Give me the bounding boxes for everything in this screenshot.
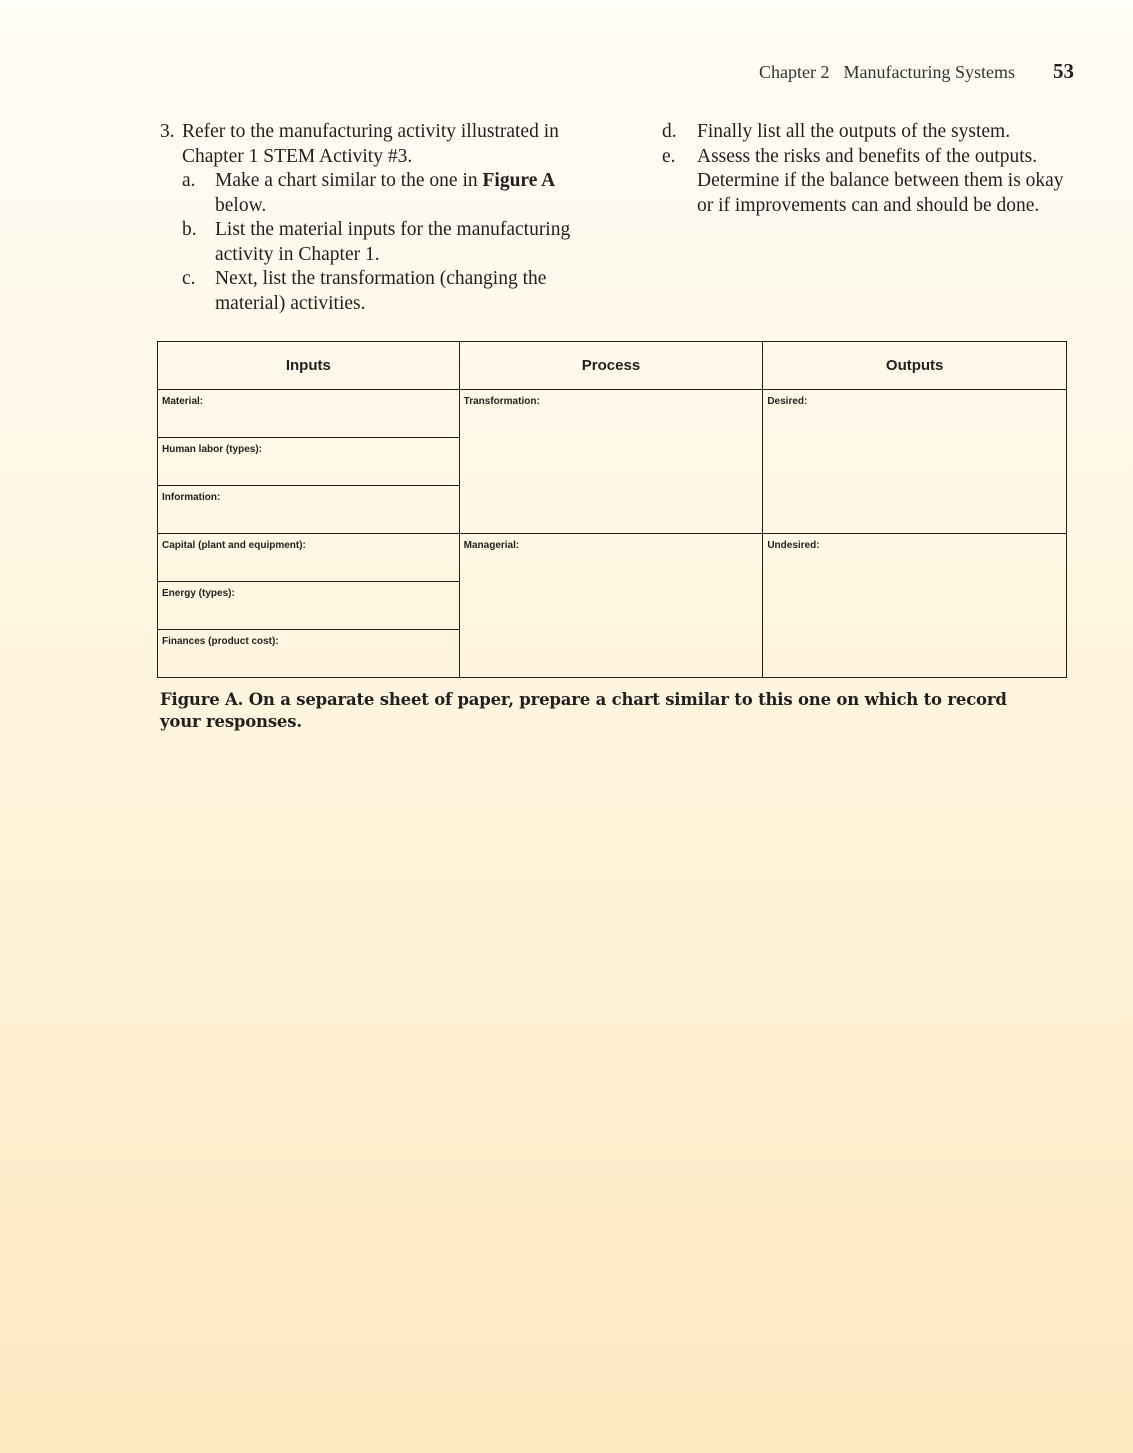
left-column [160, 120, 600, 316]
page-number: 53 [1053, 59, 1074, 83]
figure-ref: Figure A [482, 170, 556, 191]
chapter-label: Chapter 2 [759, 62, 830, 82]
header-outputs: Outputs [763, 342, 1067, 390]
item-d [662, 120, 1077, 145]
item-letter: a. [182, 170, 196, 191]
item-b [160, 218, 600, 267]
cell-undesired: Undesired: [763, 534, 1067, 678]
cell-desired: Desired: [763, 390, 1067, 534]
figure-a-chart [157, 341, 1067, 678]
cell-transformation: Transformation: [459, 390, 763, 534]
item-text: Next, list the transformation (changing the material) activities. [215, 268, 547, 314]
figure-caption: Figure A. On a separate sheet of paper, prepare a chart similar to this one on which to record your responses. [160, 690, 1007, 731]
item-letter: e. [662, 145, 676, 167]
chapter-title: Manufacturing Systems [843, 62, 1015, 82]
cell-energy: Energy (types): [158, 582, 460, 630]
cell-managerial: Managerial: [459, 534, 763, 678]
item-letter: b. [182, 219, 197, 240]
cell-finances: Finances (product cost): [158, 630, 460, 678]
item-text: Assess the risks and benefits of the outputs. Determine if the balance between them is okay or if improvements can and should be done. [697, 145, 1064, 216]
header-process: Process [459, 342, 763, 390]
cell-human-labor: Human labor (types): [158, 438, 460, 486]
question-text: Refer to the manufacturing activity illustrated in Chapter 1 STEM Activity #3. [182, 121, 559, 167]
item-c [160, 267, 600, 316]
item-text: below. [215, 194, 267, 216]
item-text: List the material inputs for the manufacturing activity in Chapter 1. [215, 219, 571, 265]
right-column [662, 120, 1077, 218]
item-text: Make a chart similar to the one in [215, 170, 483, 191]
question-3 [160, 120, 600, 169]
item-letter: c. [182, 268, 196, 289]
question-number: 3. [160, 121, 175, 142]
header-inputs: Inputs [158, 342, 460, 390]
cell-information: Information: [158, 486, 460, 534]
item-a [160, 169, 600, 218]
item-e [662, 145, 1077, 219]
running-header [759, 59, 1074, 84]
cell-material: Material: [158, 390, 460, 438]
cell-capital: Capital (plant and equipment): [158, 534, 460, 582]
item-text: Finally list all the outputs of the system. [697, 121, 1011, 142]
item-letter: d. [662, 121, 677, 142]
